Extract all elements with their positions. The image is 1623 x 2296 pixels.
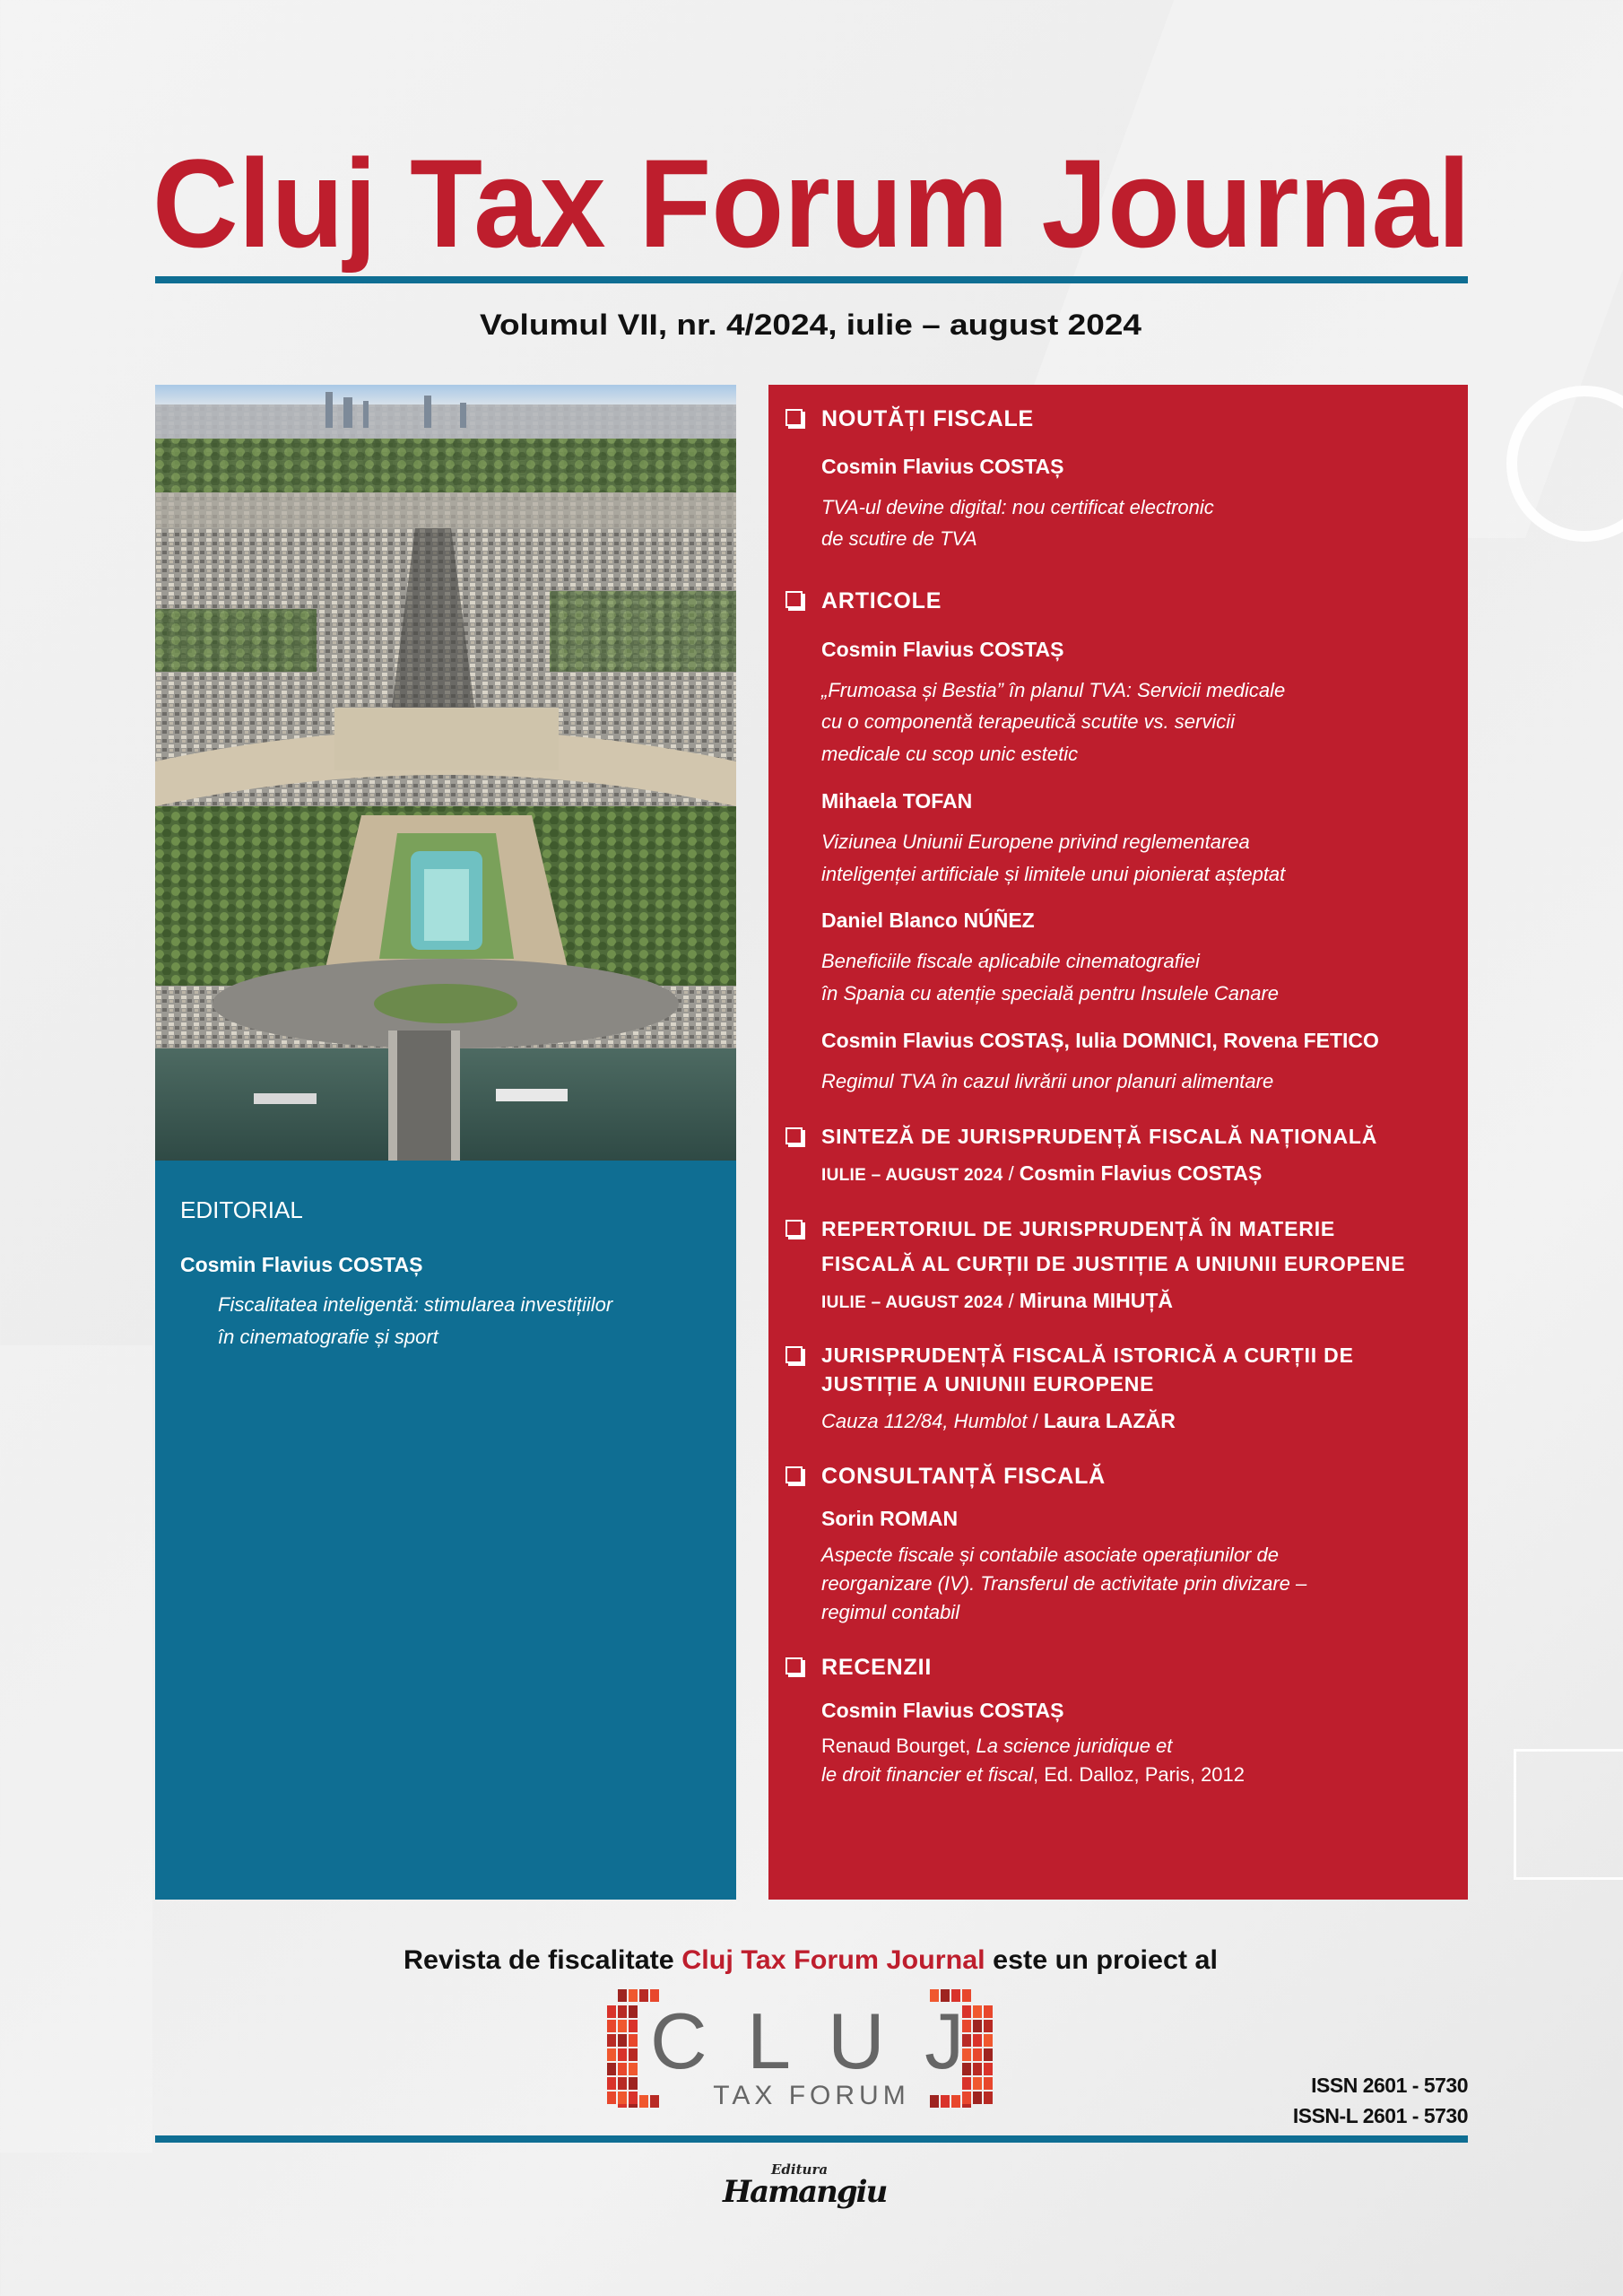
checkbox-square-icon (785, 409, 803, 426)
logo-pixel (973, 2034, 982, 2047)
istorica-byline[interactable] (821, 1411, 1176, 1431)
repertoriul-period: IULIE – AUGUST 2024 (821, 1293, 1003, 1312)
case-title: Cauza 112/84, Humblot (821, 1410, 1028, 1432)
article-author[interactable]: Daniel Blanco NÚÑEZ (821, 909, 1035, 932)
repertoriul-byline[interactable] (821, 1291, 1173, 1311)
repertoriul-author: Miruna MIHUȚĂ (1019, 1289, 1174, 1312)
checkbox-square-icon (785, 1127, 803, 1144)
logo-pixel (629, 2020, 638, 2032)
article-title-line[interactable]: medicale cu scop unic estetic (821, 743, 1079, 765)
aerial-city-photo-icon (155, 385, 736, 1161)
article-author[interactable]: Cosmin Flavius COSTAȘ (821, 638, 1064, 661)
checkbox-square-icon (785, 591, 803, 608)
issn: ISSN 2601 - 5730 (1311, 2074, 1468, 2097)
logo-pixel (629, 2063, 638, 2075)
logo-pixel (618, 2077, 627, 2090)
background-decoration (0, 1345, 152, 2152)
logo-pixel (618, 2063, 627, 2075)
article-title-line[interactable]: cu o componentă terapeutică scutite vs. servicii (821, 710, 1236, 733)
review-line[interactable] (821, 1765, 1245, 1785)
logo-pixel (984, 2005, 993, 2018)
logo-pixel (607, 2063, 616, 2075)
article-title-line[interactable]: inteligenței artificiale și limitele unui pionierat așteptat (821, 863, 1286, 885)
separator: / (1002, 1162, 1020, 1185)
article-title-line[interactable]: regimul contabil (821, 1601, 960, 1623)
logo-pixel (607, 2092, 616, 2104)
logo-pixel (629, 2048, 638, 2061)
article-title-line[interactable]: reorganizare (IV). Transferul de activitate prin divizare – (821, 1572, 1307, 1595)
sinteza-period: IULIE – AUGUST 2024 (821, 1166, 1003, 1185)
project-suffix: este un proiect al (985, 1945, 1214, 1975)
logo-pixel (639, 2095, 648, 2108)
logo-pixel (650, 2095, 659, 2108)
logo-pixel (962, 2092, 971, 2104)
editorial-title-line[interactable]: în cinematografie și sport (218, 1326, 438, 1348)
editorial-author[interactable]: Cosmin Flavius COSTAȘ (180, 1253, 423, 1276)
section-heading-consultanta: CONSULTANȚĂ FISCALĂ (821, 1464, 1107, 1489)
article-author[interactable]: Cosmin Flavius COSTAȘ (821, 455, 1064, 478)
article-author[interactable]: Sorin ROMAN (821, 1507, 959, 1530)
logo-pixel (629, 2077, 638, 2090)
checkbox-square-icon (785, 1466, 803, 1483)
logo-pixel (984, 2092, 993, 2104)
article-title-line[interactable]: în Spania cu atenție specială pentru Insulele Canare (821, 982, 1280, 1004)
section-heading-repertoriul: FISCALĂ AL CURȚII DE JUSTIȚIE A UNIUNII EUROPENE (821, 1252, 1406, 1275)
article-author[interactable]: Mihaela TOFAN (821, 789, 973, 813)
sinteza-author: Cosmin Flavius COSTAȘ (1019, 1161, 1263, 1185)
book-publisher: , Ed. Dalloz, Paris, 2012 (1033, 1763, 1245, 1786)
project-statement (404, 1942, 1221, 1978)
checkbox-square-icon (785, 1346, 803, 1363)
logo-pixel (618, 2034, 627, 2047)
sinteza-byline[interactable] (821, 1163, 1262, 1184)
logo-pixel (607, 2020, 616, 2032)
logo-pixel (607, 2048, 616, 2061)
logo-pixel (973, 2092, 982, 2104)
project-prefix: Revista de fiscalitate (404, 1945, 678, 1975)
article-title-line[interactable]: Viziunea Uniunii Europene privind reglementarea (821, 831, 1250, 853)
logo-pixel (973, 2005, 982, 2018)
section-heading-recenzii: RECENZII (821, 1655, 933, 1680)
section-heading-sinteza: SINTEZĂ DE JURISPRUDENȚĂ FISCALĂ NAȚIONALĂ (821, 1125, 1378, 1148)
project-name: Cluj Tax Forum Journal (681, 1945, 981, 1975)
logo-pixel (973, 2063, 982, 2075)
article-title-line[interactable]: Beneficiile fiscale aplicabile cinematografiei (821, 950, 1200, 972)
editorial-title-line[interactable]: Fiscalitatea inteligentă: stimularea investițiilor (218, 1293, 613, 1316)
logo-pixel (984, 2077, 993, 2090)
logo-pixel (984, 2034, 993, 2047)
publisher-name: Hamangiu (723, 2174, 887, 2210)
issue-subtitle-wrapper (480, 305, 1143, 345)
logo-main-text: C L U J (649, 1996, 974, 2085)
logo-pixel (607, 2034, 616, 2047)
logo-pixel (629, 2034, 638, 2047)
book-author: Renaud Bourget, (821, 1735, 976, 1757)
logo-sub-text: TAX FORUM (713, 2081, 910, 2110)
title-divider (155, 276, 1468, 283)
logo-pixel (639, 1989, 648, 2002)
section-heading-noutati: NOUTĂȚI FISCALE (821, 406, 1034, 431)
issn-l: ISSN-L 2601 - 5730 (1292, 2104, 1468, 2127)
logo-pixel (984, 2020, 993, 2032)
logo-pixel (973, 2020, 982, 2032)
envelope-icon (1514, 1749, 1623, 1880)
book-title: le droit financier et fiscal (821, 1763, 1033, 1786)
section-heading-articole: ARTICOLE (821, 588, 942, 613)
logo-pixel (951, 2095, 960, 2108)
section-heading-istorica: JUSTIȚIE A UNIUNII EUROPENE (821, 1372, 1155, 1396)
cluj-tax-forum-logo (605, 1989, 1018, 2110)
review-line[interactable] (821, 1736, 1172, 1756)
footer-divider (155, 2135, 1468, 2143)
logo-pixel (629, 2005, 638, 2018)
journal-title: Cluj Tax Forum Journal (152, 135, 1471, 274)
logo-pixel (618, 2020, 627, 2032)
logo-pixel (984, 2048, 993, 2061)
publisher-logo (717, 2161, 906, 2224)
article-title-line[interactable]: Aspecte fiscale și contabile asociate operațiunilor de (821, 1544, 1279, 1566)
article-title-line[interactable]: Regimul TVA în cazul livrării unor planuri alimentare (821, 1070, 1274, 1092)
section-heading-repertoriul: REPERTORIUL DE JURISPRUDENȚĂ ÎN MATERIE (821, 1217, 1336, 1240)
logo-pixel (618, 2092, 627, 2104)
logo-pixel (618, 2005, 627, 2018)
logo-pixel (941, 2095, 950, 2108)
logo-pixel (607, 2005, 616, 2018)
article-title-line[interactable]: de scutire de TVA (821, 527, 977, 550)
logo-pixel (629, 2092, 638, 2104)
separator: / (1027, 1410, 1044, 1432)
article-author[interactable]: Cosmin Flavius COSTAȘ, Iulia DOMNICI, Rovena FETICO (821, 1029, 1379, 1052)
issue-subtitle: Volumul VII, nr. 4/2024, iulie – august 2024 (480, 309, 1142, 341)
editorial-heading: EDITORIAL (180, 1196, 303, 1223)
article-author[interactable]: Cosmin Flavius COSTAȘ (821, 1699, 1064, 1722)
logo-pixel (984, 2063, 993, 2075)
checkbox-square-icon (785, 1657, 803, 1674)
logo-pixel (618, 2048, 627, 2061)
cover-photo (155, 385, 736, 1161)
section-heading-istorica: JURISPRUDENȚĂ FISCALĂ ISTORICĂ A CURȚII DE (821, 1344, 1354, 1367)
istorica-author: Laura LAZĂR (1043, 1409, 1176, 1432)
book-title: La science juridique et (976, 1735, 1173, 1757)
logo-pixel (973, 2048, 982, 2061)
logo-pixel (618, 1989, 627, 2002)
journal-title-wrapper (143, 135, 1480, 287)
logo-pixel (930, 2095, 939, 2108)
checkbox-square-icon (785, 1220, 803, 1237)
separator: / (1002, 1290, 1020, 1312)
article-title-line[interactable]: TVA-ul devine digital: nou certificat electronic (821, 496, 1214, 518)
article-title-line[interactable]: „Frumoasa și Bestia” în planul TVA: Servicii medicale (821, 679, 1286, 701)
svg-text:Revista de fiscalitate Cluj Ta (404, 1945, 1218, 1975)
publisher-small: Editura (771, 2161, 829, 2178)
logo-pixel (629, 1989, 638, 2002)
logo-pixel (973, 2077, 982, 2090)
logo-pixel (607, 2077, 616, 2090)
